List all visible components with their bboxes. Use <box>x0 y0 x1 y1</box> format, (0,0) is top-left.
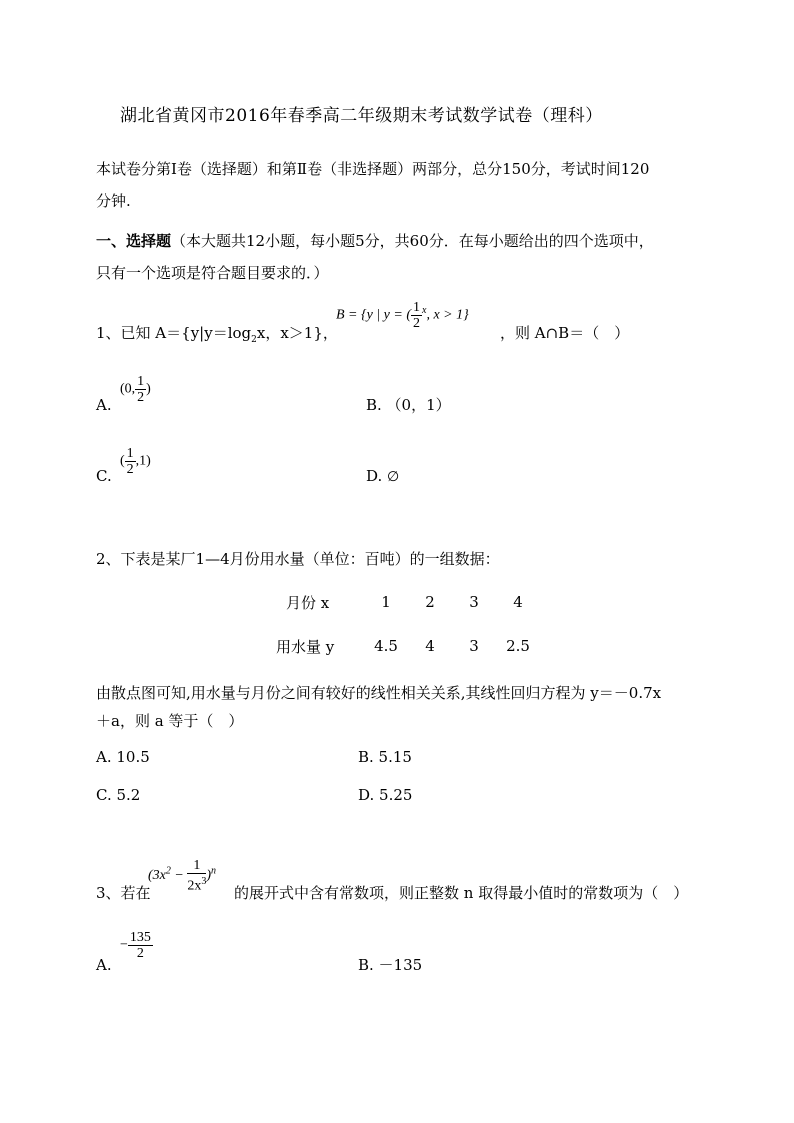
q1-opt-c-right: ,1) <box>135 453 151 469</box>
q1-option-c-label: C. <box>96 467 112 485</box>
section-1-title: 一、选择题 <box>96 232 172 250</box>
q3-expr-right: ) <box>206 868 212 884</box>
table-cell: 4.5 <box>374 637 398 655</box>
q1-opt-a-fraction <box>135 374 146 405</box>
q3-expr-left: (3x <box>148 868 166 884</box>
table-cell: 4 <box>425 637 435 655</box>
q3-opt-a-fraction <box>128 930 153 961</box>
q1-setb-exp: x <box>421 305 427 317</box>
question-1-stem <box>96 324 338 349</box>
q2-option-d: D. 5.25 <box>358 786 413 804</box>
q1-option-a-label: A. <box>96 396 112 414</box>
table-cell: 月份 x <box>286 593 330 612</box>
q2-option-b: B. 5.15 <box>358 748 412 766</box>
q1-opt-c-left: ( <box>120 453 125 469</box>
table-cell: 2.5 <box>506 637 530 655</box>
q1-suffix: ，则 A∩B＝（ ） <box>500 324 630 342</box>
q3-expression <box>148 858 216 894</box>
table-cell: 用水量 y <box>276 637 335 656</box>
q3-option-b: B. －135 <box>358 956 423 974</box>
q2-text-line-1: 由散点图可知,用水量与月份之间有较好的线性相关关系,其线性回归方程为 y＝－0.7x <box>96 684 662 702</box>
q1-opt-a-den: 2 <box>137 390 145 405</box>
q1-option-c-math <box>120 446 151 477</box>
q1-opt-a-left: (0, <box>120 381 136 397</box>
table-row <box>276 580 540 624</box>
q1-setb-num: 1 <box>412 300 420 315</box>
page-title: 湖北省黄冈市2016年春季高二年级期末考试数学试卷（理科） <box>120 106 603 126</box>
data-table <box>276 580 540 668</box>
table-cell: 3 <box>469 593 479 611</box>
q1-setb-den: 2 <box>412 316 420 331</box>
q1-log-base: 2 <box>251 335 257 345</box>
q2-text-line-2: ＋a，则 a 等于（ ） <box>96 712 244 730</box>
q3-expr-num: 1 <box>187 858 206 874</box>
q1-set-b-formula <box>336 300 469 331</box>
section-1-heading <box>96 232 654 250</box>
q3-expr-power: n <box>211 865 217 877</box>
q1-option-b: B. （0，1） <box>366 396 451 414</box>
q3-opt-a-num: 135 <box>129 930 151 945</box>
q3-opt-a-sign: − <box>120 937 128 953</box>
q1-opt-a-right: ) <box>146 381 151 397</box>
section-1-description-line-2: 只有一个选项是符合题目要求的．） <box>96 264 329 282</box>
q3-expr-den-exp: 3 <box>201 876 207 887</box>
q1-option-a-math <box>120 374 151 405</box>
q1-option-d <box>366 467 399 487</box>
table-cell: 2 <box>425 593 435 611</box>
question-2-stem: 2、下表是某厂1—4月份用水量（单位：百吨）的一组数据： <box>96 550 500 568</box>
q1-opt-c-den: 2 <box>126 462 134 477</box>
empty-set-symbol: ∅ <box>387 470 400 485</box>
table-row <box>276 624 540 668</box>
q1-opt-c-fraction <box>125 446 136 477</box>
table-cell: 1 <box>381 593 391 611</box>
water-usage-table <box>276 580 540 668</box>
q1-opt-a-num: 1 <box>137 374 145 389</box>
q3-suffix: 的展开式中含有常数项，则正整数 n 取得最小值时的常数项为（ ） <box>234 884 689 902</box>
q3-expr-den <box>187 874 206 894</box>
intro-line-1: 本试卷分第Ⅰ卷（选择题）和第Ⅱ卷（非选择题）两部分，总分150分，考试时间120 <box>96 160 650 178</box>
q2-option-a: A. 10.5 <box>96 748 150 766</box>
q1-prefix: 1、已知 A＝{y|y＝log <box>96 324 252 342</box>
q3-prefix: 3、若在 <box>96 884 151 902</box>
section-1-description: （本大题共12小题，每小题5分，共60分．在每小题给出的四个选项中， <box>171 232 654 250</box>
q3-expr-exp1: 2 <box>165 865 171 877</box>
q1-after-log: x，x＞1}， <box>256 324 338 342</box>
q1-opt-d-label: D. <box>366 467 383 485</box>
q1-opt-c-num: 1 <box>126 446 134 461</box>
q1-setb-fraction <box>411 300 422 331</box>
q3-option-a-math <box>120 930 153 961</box>
q1-setb-left: B = {y | y = ( <box>336 307 411 323</box>
q3-expr-fraction <box>187 858 206 894</box>
table-cell: 3 <box>469 637 479 655</box>
q3-expr-minus: − <box>170 868 188 884</box>
q3-opt-a-den: 2 <box>136 946 144 961</box>
q1-setb-right: , x > 1} <box>426 307 469 323</box>
intro-line-2: 分钟. <box>96 192 131 210</box>
q3-expr-den-base: 2x <box>187 878 202 894</box>
q3-option-a-label: A. <box>96 956 112 974</box>
q2-option-c: C. 5.2 <box>96 786 141 804</box>
table-cell: 4 <box>513 593 523 611</box>
